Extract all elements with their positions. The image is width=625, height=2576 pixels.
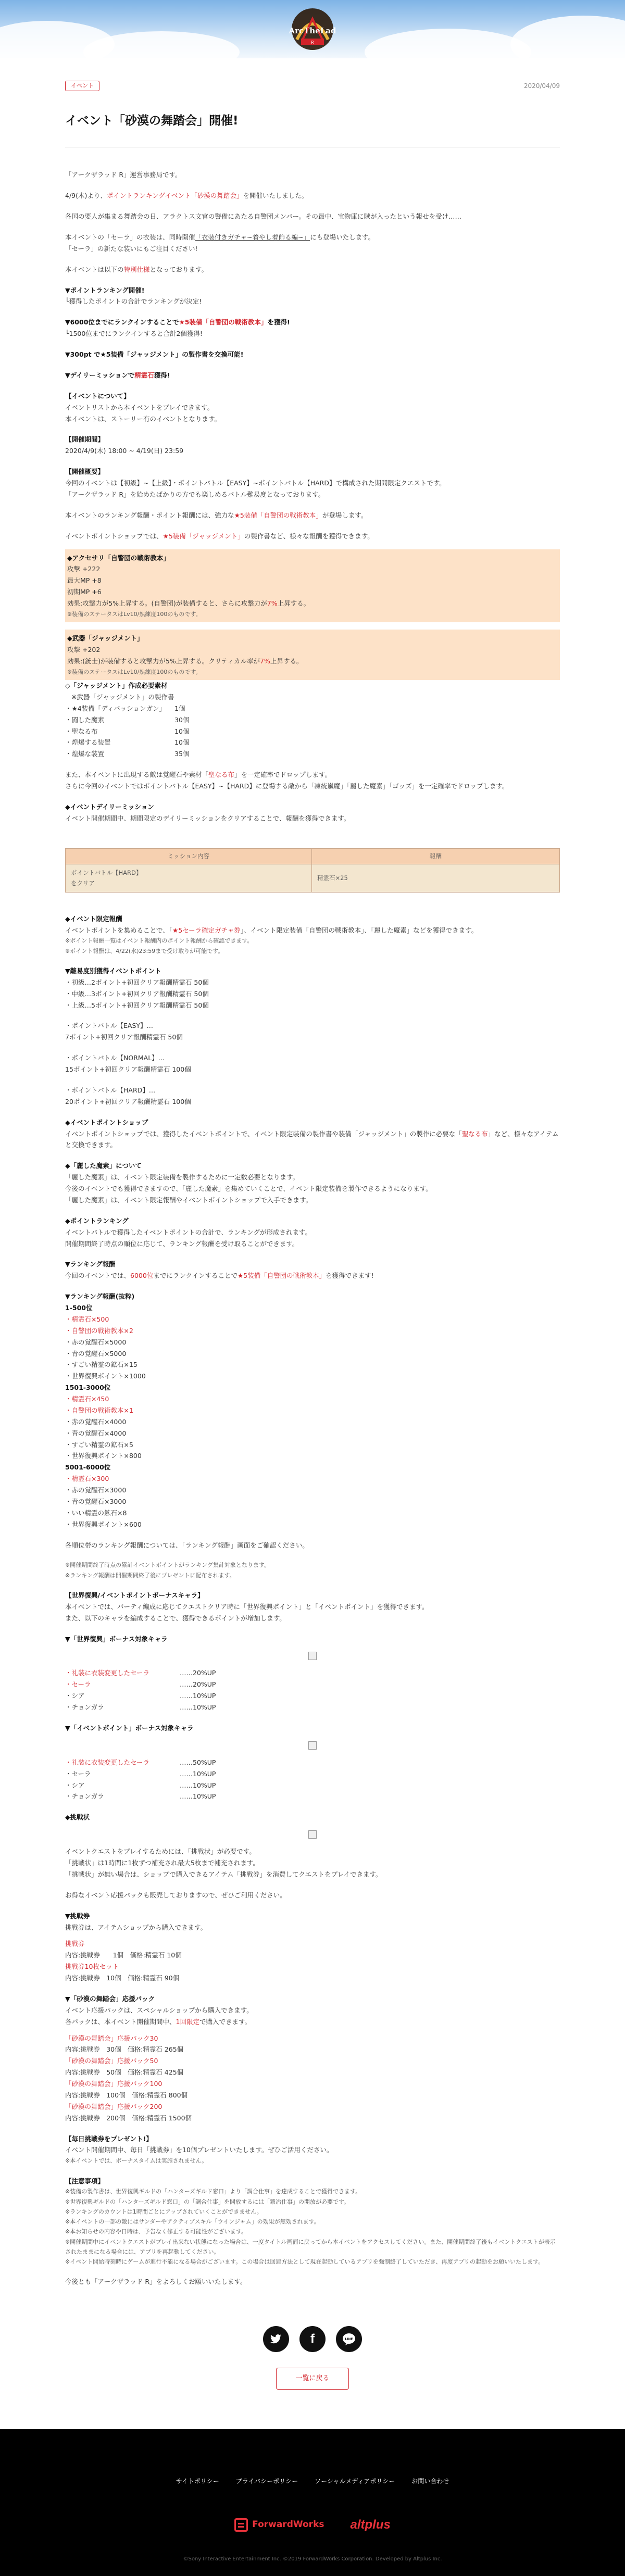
craft-sub: ※武器「ジャッジメント」の製作書 <box>71 693 174 701</box>
bonus-item <box>65 1667 560 1679</box>
special-heading: ▼300pt で★5装備「ジャッジメント」の製作書を交換可能! <box>65 350 244 358</box>
section-heading: ◆イベントポイントショップ <box>65 1118 148 1126</box>
cloud-decoration <box>365 29 531 58</box>
drop-text: さらに今回のイベントではポイントバトル【EASY】~【HARD】に登場する敵から「凍統嵐魔」「麗した魔素」「ゴッズ」を一定確率でドロップします。 <box>65 782 509 790</box>
stat-line: 初期MP +6 <box>67 588 102 596</box>
rank-text: 今回のイベントでは、6000位までにランクインすることで★5装備「自警団の戦術教本」を獲得できます! <box>65 1272 374 1280</box>
weapon-box <box>65 630 560 680</box>
period-text: 2020/4/9(木) 18:00 ~ 4/19(日) 23:59 <box>65 447 184 455</box>
rank-reward-item: ・自警団の戦術教本×1 <box>65 1406 133 1414</box>
twitter-icon <box>270 2334 282 2344</box>
material-item: ・★4装備「ディバッションガン」 1個 <box>65 704 185 712</box>
footer-link-social-media[interactable]: ソーシャルメディアポリシー <box>315 2478 395 2485</box>
rank-range: 1501-3000位 <box>65 1384 111 1392</box>
bonus-item <box>65 1780 560 1791</box>
rank-reward-item: ・すごい精霊の鉱石×15 <box>65 1361 138 1369</box>
section-heading: 【開催期間】 <box>65 435 105 444</box>
table-header: ミッション内容 <box>66 848 312 864</box>
craft-title: ◇「ジャッジメント」作成必要素材 <box>65 682 168 689</box>
accessory-box <box>65 549 560 623</box>
materials-list <box>65 703 560 760</box>
story-text: 各国の要人が集まる舞踏会の日、アラクトス文官の警備にあたる自警団メンバー。その最中、宝物庫に賊が入ったという報せを受け…… <box>65 212 462 220</box>
mato-text: 「麗した魔素」は、イベント限定装備を製作するために一定数必要となります。 <box>65 1173 299 1182</box>
section-heading: 【毎日挑戦券をプレゼント!】 <box>65 2134 153 2143</box>
bonus-chara-name: ・シア <box>65 1692 85 1700</box>
point-line: 20ポイント+初回クリア報酬精霊石 100個 <box>65 1097 191 1105</box>
pack-detail: 内容:挑戦券 100個 価格:精霊石 800個 <box>65 2091 188 2099</box>
site-logo[interactable] <box>281 3 344 55</box>
rank-red-note: ※開催期間終了時点の累計イベントポイントがランキング集計対象となります。 <box>65 1562 270 1569</box>
footer-link-site-policy[interactable]: サイトポリシー <box>176 2478 219 2485</box>
forwardworks-mark-icon <box>234 2518 248 2532</box>
bonus-item <box>65 1757 560 1768</box>
section-heading: ▼「世界復興」ボーナス対象キャラ <box>65 1635 168 1643</box>
special-heading: ▼6000位までにランクインすることで★5装備「自警団の戦術教本」を獲得! <box>65 318 290 326</box>
rank-range: 5001-6000位 <box>65 1463 111 1472</box>
bonus-chara-name: ・礼装に衣装変更したセーラ <box>65 1669 150 1677</box>
point-line: ・中級…3ポイント+初回クリア報酬精霊石 50個 <box>65 989 209 998</box>
bonus-item <box>65 1768 560 1780</box>
point-line: 15ポイント+初回クリア報酬精霊石 100個 <box>65 1065 191 1073</box>
overview-text: 今回のイベントは【初級】~【上級】・ポイントバトル【EASY】~ポイントバトル【HARD】で構成された期間限定クエストです。 <box>65 479 446 487</box>
page-title: イベント「砂漠の舞踏会」開催! <box>65 110 560 147</box>
shop-text: イベントポイントショップでは、獲得したイベントポイントで、イベント限定装備の製作書や装備「ジャッジメント」の製作に必要な「聖なる布」など、様々なアイテムと交換できます。 <box>65 1129 559 1149</box>
rank-reward-item: ・精霊石×500 <box>65 1315 109 1323</box>
point-line: ・ポイントバトル【EASY】… <box>65 1022 154 1030</box>
rank-reward-item: ・すごい精霊の鉱石×5 <box>65 1440 133 1449</box>
bonus-value: ……20%UP <box>180 1669 216 1677</box>
section-heading: 【注意事項】 <box>65 2177 105 2185</box>
about-text: 本イベントは、ストーリー有のイベントとなります。 <box>65 414 221 423</box>
stat-note: ※装備のステータスはLv10/熟練度100のものです。 <box>67 668 202 675</box>
footer-logos <box>0 2514 625 2536</box>
section-heading: ◆イベントデイリーミッション <box>65 802 154 811</box>
article-body <box>65 147 560 2288</box>
broken-image-icon <box>308 1652 317 1660</box>
rank-reward-item: ・自警団の戦術教本×2 <box>65 1326 133 1335</box>
rank-groups <box>65 1302 560 1530</box>
rank-reward-item: ・精霊石×450 <box>65 1395 109 1403</box>
bonus-text: 本イベントでは、パーティ編成に応じてクエストクリア時に「世界復興ポイント」と「イベントポイント」を獲得できます。 <box>65 1602 429 1611</box>
footer-link-privacy[interactable]: プライバシーポリシー <box>235 2478 298 2485</box>
table-header: 報酬 <box>312 848 560 864</box>
special-desc: └獲得したポイントの合計でランキングが決定! <box>65 297 202 306</box>
rank-text: 開催期間終了時点の順位に応じて、ランキング報酬を受け取ることができます。 <box>65 1239 299 1248</box>
stat-line: 攻撃 +222 <box>67 565 101 573</box>
bonus-value: ……10%UP <box>180 1692 216 1700</box>
stat-line: 攻撃 +202 <box>67 646 101 654</box>
item-name: 挑戦券 <box>65 1940 85 1948</box>
bonus-chara-name: ・礼装に衣装変更したセーラ <box>65 1758 150 1766</box>
table-row <box>66 864 560 892</box>
material-item: ・闘した魔素 30個 <box>65 715 190 724</box>
svg-text:R: R <box>311 40 314 45</box>
pack-name: 「砂漠の舞踏会」応援パック200 <box>65 2102 162 2110</box>
bonus-value: ……10%UP <box>180 1792 216 1801</box>
section-heading: ◆「麗した魔素」について <box>65 1162 142 1170</box>
story-text: 本イベントの「セーラ」の衣装は、同時開催「衣装付きガチャ~着やし着飾る編~」にも登場いたします。 <box>65 233 375 241</box>
special-text: 本イベントは以下の特別仕様となっております。 <box>65 265 208 273</box>
ticket-text: お得なイベント応援パックも販売しておりますので、ぜひご利用ください。 <box>65 1891 286 1899</box>
article-meta <box>65 79 560 93</box>
bonus-chara-name: ・チョンガラ <box>65 1703 104 1711</box>
section-heading: ▼ランキング報酬(抜粋) <box>65 1292 135 1301</box>
about-text: イベントリストから本イベントをプレイできます。 <box>65 403 214 411</box>
site-footer <box>0 2429 625 2576</box>
section-heading: ◆挑戦状 <box>65 1813 90 1821</box>
rank-red-note: ※ランキング報酬は開催期間終了後にプレゼントに配布されます。 <box>65 1572 235 1579</box>
rank-reward-item: ・赤の覚醒石×3000 <box>65 1486 127 1494</box>
facebook-icon: f <box>310 2332 315 2346</box>
section-heading: 【開催概要】 <box>65 468 105 476</box>
pack-detail: 内容:挑戦券 30個 価格:精霊石 265個 <box>65 2045 184 2054</box>
bonus-item <box>65 1690 560 1702</box>
rank-reward-item: ・赤の覚醒石×5000 <box>65 1338 127 1346</box>
effect-line: 効果:(銃士)が装備すると攻撃力が5%上昇する。クリティカル率が7%上昇する。 <box>67 657 303 665</box>
accessory-title: ◆アクセサリ「自警団の戦術教本」 <box>67 554 170 562</box>
caution-item: ※イベント開始時刻時にゲームが進行不能になる場合がございます。この場合は回避方法として現在起動しているアプリを強制終了していただき、再度アプリの起動をお願いいたします。 <box>65 2258 544 2266</box>
point-line: ・上級…5ポイント+初回クリア報酬精霊石 50個 <box>65 1001 209 1009</box>
rank-reward-item: ・青の覚醒石×5000 <box>65 1349 127 1358</box>
daily-text: イベント開催期間中、期間限定のデイリーミッションをクリアすることで、報酬を獲得できます。 <box>65 814 351 822</box>
overview-text: 本イベントのランキング報酬・ポイント報酬には、強力な★5装備「自警団の戦術教本」が登場します。 <box>65 511 368 519</box>
rank-text: イベントバトルで獲得したイベントポイントの合計で、ランキングが形成されます。 <box>65 1228 311 1236</box>
gift-text: イベント開催期間中、毎日「挑戦券」を10個プレゼントいたします。ぜひご活用ください。 <box>65 2146 333 2154</box>
bonus-text: また、以下のキャラを編成することで、獲得できるポイントが増加します。 <box>65 1614 286 1622</box>
section-heading: ▼「イベントポイント」ボーナス対象キャラ <box>65 1724 194 1732</box>
footer-links <box>0 2429 625 2487</box>
bonus-item <box>65 1791 560 1802</box>
bonus-chara-name: ・シア <box>65 1781 85 1789</box>
rank-note: 各順位帯のランキング報酬については、「ランキング報酬」画面をご確認ください。 <box>65 1541 309 1549</box>
caution-item: ※ランキングのカウントは1時間ごとにアップされていくことができません。 <box>65 2208 262 2215</box>
pack-name: 「砂漠の舞踏会」応援パック100 <box>65 2080 162 2088</box>
broken-image-icon <box>308 1741 317 1750</box>
pack-text: イベント応援パックは、スペシャルショップから購入できます。 <box>65 2006 253 2014</box>
section-heading: ◆ポイントランキング <box>65 1216 129 1225</box>
section-heading: 【イベントについて】 <box>65 392 130 400</box>
forwardworks-wordmark: ForwardWorks <box>252 2519 324 2530</box>
pack-name: 「砂漠の舞踏会」応援パック30 <box>65 2034 158 2042</box>
event-bonus-list <box>65 1757 560 1803</box>
stat-line: 最大MP +8 <box>67 576 102 585</box>
ticket-text: 「挑戦状」が無い場合は、ショップで購入できるアイテム「挑戦券」を消費してクエストをプレイできます。 <box>65 1870 382 1878</box>
broken-image-icon <box>308 1830 317 1839</box>
item-name: 挑戦券10枚セット <box>65 1963 119 1971</box>
twitter-share-button[interactable] <box>263 2326 289 2352</box>
overview-text: イベントポイントショップでは、★5装備「ジャッジメント」の製作書など、様々な報酬を獲得できます。 <box>65 532 374 540</box>
item-detail: 内容:挑戦券 1個 価格:精霊石 10個 <box>65 1951 182 1959</box>
material-item: ・聖なる布 10個 <box>65 727 190 735</box>
rank-reward-item: ・青の覚醒石×3000 <box>65 1497 127 1505</box>
bonus-value: ……10%UP <box>180 1703 216 1711</box>
caution-item: ※装備の製作書は、世界復興ギルドの「ハンターズギルド窓口」より「調合仕事」を達成することで獲得できます。 <box>65 2188 361 2195</box>
special-heading: ▼ポイントランキング開催! <box>65 286 145 294</box>
mato-text: 「麗した魔素」は、イベント限定報酬やイベントポイントショップで入手できます。 <box>65 1196 312 1204</box>
drop-text: また、本イベントに出現する敵は覚醒石や素材「聖なる布」を一定確率でドロップします。 <box>65 771 332 779</box>
line-icon <box>342 2333 356 2345</box>
pack-text: 各パックは、本イベント開催期間中、1回限定で購入できます。 <box>65 2017 251 2026</box>
site-header <box>0 0 625 58</box>
bonus-value: ……50%UP <box>180 1758 216 1766</box>
rank-range: 1-500位 <box>65 1304 93 1312</box>
table-cell: 精霊石×25 <box>312 864 560 892</box>
rank-reward-item: ・精霊石×300 <box>65 1475 109 1483</box>
pack-name: 「砂漠の舞踏会」応援パック50 <box>65 2057 158 2065</box>
gacha-link[interactable]: 「衣装付きガチャ~着やし着飾る編~」 <box>195 233 310 241</box>
bonus-value: ……10%UP <box>180 1781 216 1789</box>
reward-note: ※ポイント報酬は、4/22(水)23:59まで受け取りが可能です。 <box>65 947 224 954</box>
story-text: 「セーラ」の新たな装いにもご注目ください! <box>65 244 198 253</box>
copyright-text: ©Sony Interactive Entertainment Inc. ©2019 ForwardWorks Corporation. Developed by Altplus Inc. <box>183 2556 442 2562</box>
world-bonus-list <box>65 1667 560 1713</box>
bonus-value: ……10%UP <box>180 1769 216 1778</box>
back-to-list-button[interactable]: 一覧に戻る <box>276 2368 349 2390</box>
svg-text:LINE: LINE <box>345 2338 353 2342</box>
line-share-button[interactable] <box>336 2326 362 2352</box>
forwardworks-logo[interactable] <box>234 2517 324 2533</box>
bonus-chara-name: ・セーラ <box>65 1680 91 1689</box>
svg-text:ArcTheLad: ArcTheLad <box>289 26 336 35</box>
section-heading: ▼挑戦券 <box>65 1912 90 1920</box>
special-heading: ▼デイリーミッションで精霊石獲得! <box>65 371 170 379</box>
bonus-chara-name: ・チョンガラ <box>65 1792 104 1801</box>
back-wrap <box>65 2368 560 2390</box>
point-line: 7ポイント+初回クリア報酬精霊石 50個 <box>65 1033 183 1041</box>
material-item: ・煌爆する装置 10個 <box>65 738 190 747</box>
footer-link-contact[interactable]: お問い合わせ <box>411 2478 449 2485</box>
special-desc: └1500位までにランクインすると合計2個獲得! <box>65 330 203 338</box>
article <box>65 79 560 2390</box>
ticket-text: 「挑戦状」は1時間に1枚ずつ補充され最大5枚まで補充されます。 <box>65 1859 259 1867</box>
rank-reward-item: ・世界復興ポイント×600 <box>65 1520 142 1528</box>
altplus-logo[interactable]: altplus <box>350 2518 391 2532</box>
mission-table <box>65 848 560 893</box>
intro-text: 4/9(木)より、ポイントランキングイベント「砂漠の舞踏会」を開催いたしました。 <box>65 192 308 200</box>
rank-reward-item: ・青の覚醒石×4000 <box>65 1429 127 1437</box>
caution-item: ※開催期間中にイベントクエストがプレイ出来ない状態になった場合は、一度タイトル画面に戻ってから本イベントをアクセスしてください。また、開催期間終了後もイベントクエストが表示されたままになる場合には、アプリを再起動してください。 <box>65 2238 556 2255</box>
category-badge: イベント <box>65 81 99 91</box>
post-date: 2020/04/09 <box>523 82 560 90</box>
material-item: ・煌爆な装置 35個 <box>65 750 190 758</box>
point-line: ・ポイントバトル【HARD】… <box>65 1086 156 1094</box>
section-heading: ▼ランキング報酬 <box>65 1260 116 1268</box>
facebook-share-button[interactable] <box>299 2326 326 2352</box>
share-buttons <box>65 2326 560 2352</box>
bonus-item <box>65 1679 560 1690</box>
weapon-title: ◆武器「ジャッジメント」 <box>67 634 144 643</box>
closing-text: 今後とも「アークザラッド R」をよろしくお願いいたします。 <box>65 2278 247 2286</box>
greeting-text: 「アークザラッド R」運営事務局です。 <box>65 171 182 179</box>
overview-text: 「アークザラッド R」を始めたばかりの方でも楽しめるバトル難易度となっております。 <box>65 490 325 498</box>
mato-text: 今後のイベントでも獲得できますので、「麗した魔素」を集めていくことで、イベント限定装備を製作できるようになります。 <box>65 1185 432 1192</box>
caution-list <box>65 2187 560 2267</box>
item-detail: 内容:挑戦券 10個 価格:精霊石 90個 <box>65 1974 180 1982</box>
stat-note: ※装備のステータスはLv10/熟練度100のものです。 <box>67 610 202 618</box>
ticket-text: 挑戦券は、アイテムショップから購入できます。 <box>65 1923 207 1931</box>
section-heading: ▼難易度別獲得イベントポイント <box>65 966 161 975</box>
caution-item: ※世界復興ギルドの「ハンターズギルド窓口」の「調合仕事」を開放するには「鍛冶仕事」の開放が必要です。 <box>65 2198 350 2205</box>
point-line: ・ポイントバトル【NORMAL】… <box>65 1054 165 1062</box>
caution-item: ※本イベントの一部の敵にはサンダーやアクティブスキル「ウインジャム」の効果が無効されます。 <box>65 2218 320 2226</box>
section-heading: ▼「砂漠の舞踏会」応援パック <box>65 1994 155 2003</box>
point-line: ・初級…2ポイント+初回クリア報酬精霊石 50個 <box>65 978 209 986</box>
rank-reward-item: ・赤の覚醒石×4000 <box>65 1417 127 1426</box>
rank-reward-item: ・いい精霊の鉱石×8 <box>65 1509 127 1517</box>
reward-text: イベントポイントを集めることで、「★5セーラ確定ガチャ券」、イベント限定装備「自警団の戦術教本」、「麗した魔素」などを獲得できます。 <box>65 926 478 934</box>
section-heading: ◆イベント限定報酬 <box>65 914 122 923</box>
reward-note: ※ポイント報酬一覧はイベント報酬内のポイント報酬から確認できます。 <box>65 937 253 945</box>
ticket-text: イベントクエストをプレイするためには、「挑戦状」が必要です。 <box>65 1848 256 1856</box>
gift-note: ※本イベントでは、ボーナスタイムは実施されません。 <box>65 2157 208 2165</box>
rank-reward-item: ・世界復興ポイント×800 <box>65 1452 142 1460</box>
pack-detail: 内容:挑戦券 200個 価格:精霊石 1500個 <box>65 2114 192 2122</box>
bonus-value: ……20%UP <box>180 1680 216 1689</box>
section-heading: 【世界復興/イベントポイントボーナスキャラ】 <box>65 1591 204 1599</box>
pack-detail: 内容:挑戦券 50個 価格:精霊石 425個 <box>65 2068 184 2077</box>
cloud-decoration <box>510 16 625 58</box>
bonus-chara-name: ・セーラ <box>65 1769 91 1778</box>
table-cell: ポイントバトル【HARD】 をクリア <box>66 864 312 892</box>
caution-item: ※本お知らせの内容や日時は、予告なく修正する可能性がございます。 <box>65 2228 247 2235</box>
rank-reward-item: ・世界復興ポイント×1000 <box>65 1372 146 1380</box>
effect-line: 効果:攻撃力が5%上昇する。(自警団)が装備すると、さらに攻撃力が7%上昇する。 <box>67 599 310 607</box>
bonus-item <box>65 1702 560 1713</box>
